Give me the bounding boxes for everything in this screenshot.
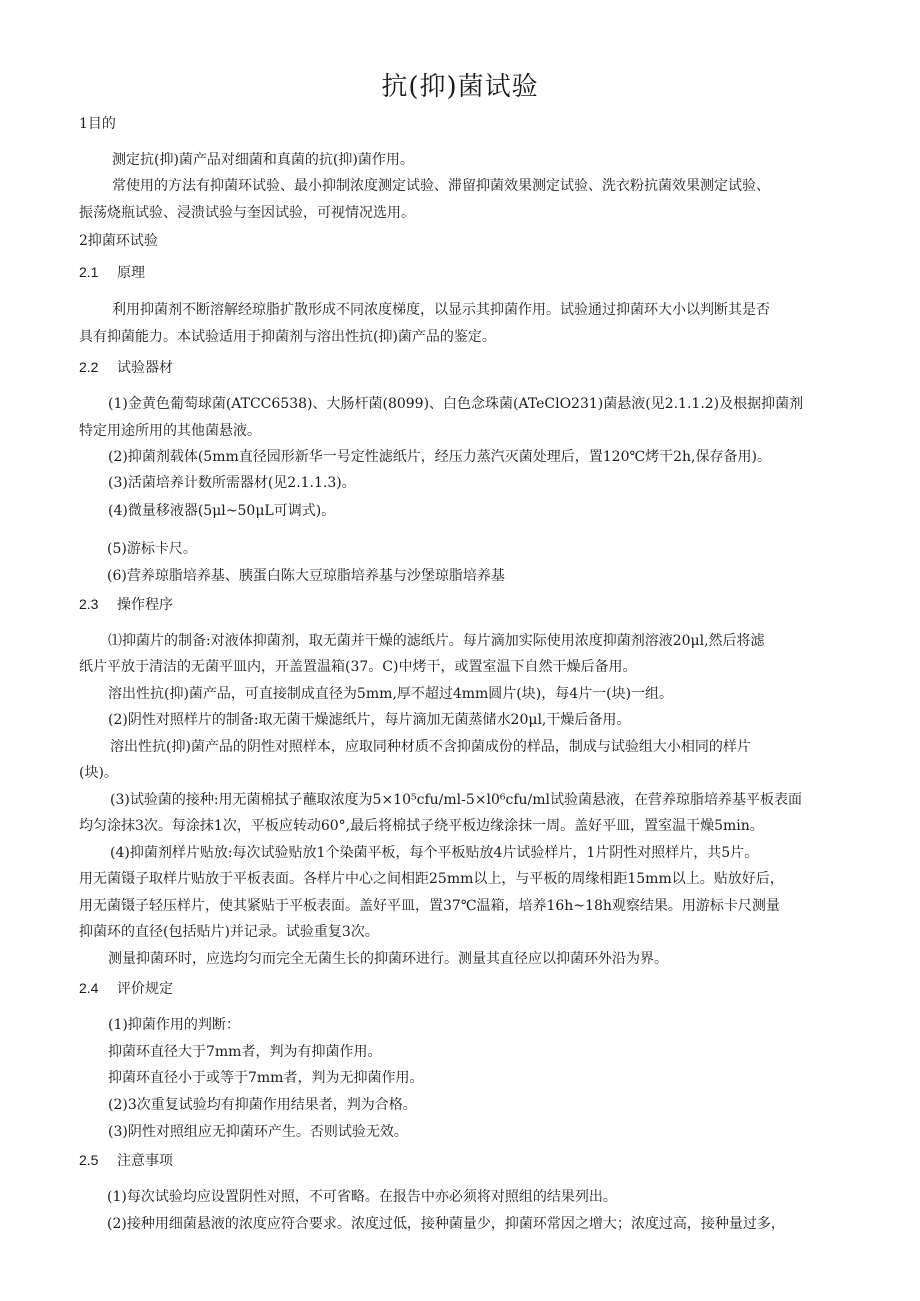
paragraph-line: 测量抑菌环时，应选均匀而完全无菌生长的抑菌环进行。测量其直径应以抑菌环外沿为界。 (108, 951, 668, 967)
list-item: (3)活菌培养计数所需器材(见2.1.1.3)。 (108, 475, 356, 491)
list-item: (2)抑菌剂载体(5mm直径园形新华一号定性滤纸片，经压力蒸汽灭菌处理后，置120℃烤干2h,保存备用)。 (108, 449, 771, 465)
paragraph-line: 特定用途所用的其他菌悬液。 (79, 423, 261, 439)
page-title: 抗(抑)菌试验 (381, 72, 539, 102)
list-item: (3)阴性对照组应无抑菌环产生。否则试验无效。 (108, 1124, 408, 1140)
list-item: (4)抑菌剂样片贴放:每次试验贴放1个染菌平板，每个平板贴放4片试验样片，1片阴性对照样片，共5片。 (110, 845, 759, 861)
paragraph-line: 利用抑菌剂不断溶解经琼脂扩散形成不同浓度梯度，以显示其抑菌作用。试验通过抑菌环大小以判断其是否 (112, 302, 770, 318)
section-2-2: 2.2 试验器材 (79, 359, 173, 376)
list-item: (6)营养琼脂培养基、胰蛋白陈大豆琼脂培养基与沙堡琼脂培养基 (107, 568, 505, 584)
paragraph-line: 溶出性抗(抑)菌产品的阴性对照样本，应取同种材质不含抑菌成份的样品，制成与试验组大小相同的样片 (110, 739, 751, 755)
paragraph-line: (块)。 (79, 765, 118, 781)
paragraph-line: 抑菌环直径小于或等于7mm者，判为无抑菌作用。 (108, 1070, 424, 1086)
paragraph-line: 均匀涂抹3次。每涂抹1次，平板应转动60°,最后将棉拭子绕平板边缘涂抹一周。盖好平皿，置室温干燥5min。 (79, 818, 764, 834)
paragraph-line: 用无菌镊子取样片贴放于平板表面。各样片中心之间相距25mm以上，与平板的周缘相距15mm以上。贴放好后， (79, 871, 784, 887)
paragraph-line: 抑菌环直径大于7mm者，判为有抑菌作用。 (108, 1044, 382, 1060)
section-2-5: 2.5 注意事项 (79, 1152, 173, 1169)
paragraph-line: 测定抗(抑)菌产品对细菌和真菌的抗(抑)菌作用。 (112, 152, 414, 168)
section-2-1: 2.1 原理 (79, 264, 145, 281)
list-item: (1)每次试验均应设置阴性对照，不可省略。在报告中亦必须将对照组的结果列出。 (107, 1189, 617, 1205)
paragraph-line: 溶出性抗(抑)菌产品，可直接制成直径为5mm,厚不超过4mm圆片(块)，每4片一(块)一组。 (108, 686, 674, 702)
paragraph-line: 具有抑菌能力。本试验适用于抑菌剂与溶出性抗(抑)菌产品的鉴定。 (79, 329, 496, 345)
list-item: (3)试验菌的接种:用无菌棉拭子蘸取浓度为5×10⁵cfu∕ml-5×l0⁶cfu∕ml试验菌悬液，在营养琼脂培养基平板表面 (110, 792, 802, 808)
paragraph-line: 用无菌镊子轻压样片，使其紧贴于平板表面。盖好平皿，置37℃温箱，培养16h~18h观察结果。用游标卡尺测量 (79, 898, 780, 914)
heading-2: 2抑菌环试验 (79, 233, 158, 249)
paragraph-line: 纸片平放于清洁的无菌平皿内，开盖置温箱(37。C)中烤干，或置室温下自然干燥后备用。 (79, 659, 637, 675)
list-item: (1)抑菌作用的判断： (108, 1017, 240, 1033)
list-item: (5)游标卡尺。 (107, 541, 197, 557)
paragraph-line: 抑菌环的直径(包括贴片)并记录。试验重复3次。 (79, 924, 379, 940)
paragraph-line: 振荡烧瓶试验、浸溃试验与奎因试验，可视情况选用。 (79, 205, 415, 221)
heading-1: 1目的 (79, 116, 116, 132)
list-item: (4)微量移液器(5μl~50μL可调式)。 (108, 503, 336, 519)
section-2-4: 2.4 评价规定 (79, 980, 173, 997)
list-item: (1)金黄色葡萄球菌(ATCC6538)、大肠杆菌(8099)、白色念珠菌(ATeClO231)菌悬液(见2.1.1.2)及根据抑菌剂 (108, 396, 804, 412)
list-item: (2)3次重复试验均有抑菌作用结果者，判为合格。 (108, 1097, 417, 1113)
list-item: ⑴抑菌片的制备:对液体抑菌剂，取无菌并干燥的滤纸片。每片滴加实际使用浓度抑菌剂溶液20μl,然后将滤 (108, 633, 765, 649)
section-2-3: 2.3 操作程序 (79, 596, 173, 613)
paragraph-line: 常使用的方法有抑菌环试验、最小抑制浓度测定试验、滞留抑菌效果测定试验、洗衣粉抗菌效果测定试验、 (112, 178, 770, 194)
list-item: (2)接种用细菌悬液的浓度应符合要求。浓度过低，接种菌量少，抑菌环常因之增大；浓度过高，接种量过多， (107, 1216, 785, 1232)
list-item: (2)阴性对照样片的制备:取无菌干燥滤纸片，每片滴加无菌蒸储水20μl,干燥后备用。 (108, 712, 631, 728)
